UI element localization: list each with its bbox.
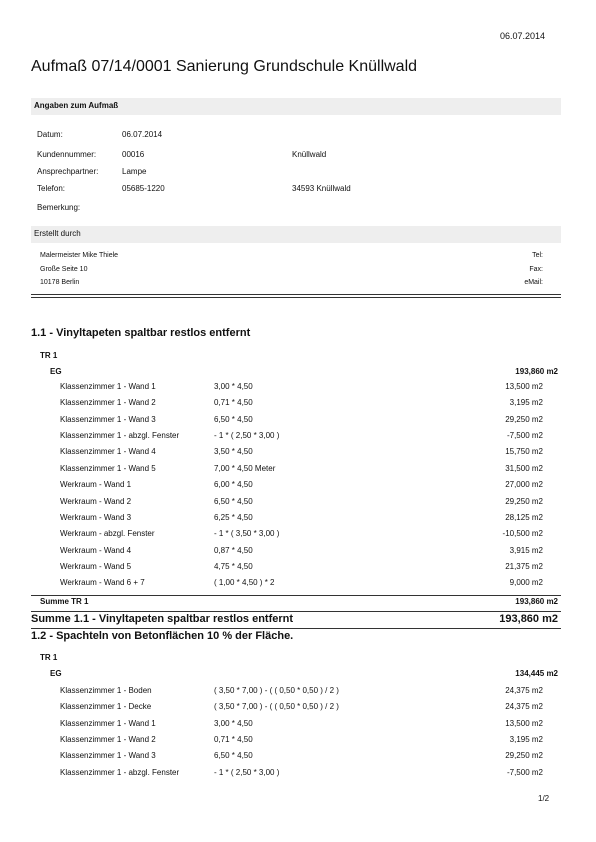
- item-result: 29,250 m2: [505, 414, 543, 424]
- item-formula: ( 1,00 * 4,50 ) * 2: [214, 578, 275, 588]
- item-formula: - 1 * ( 2,50 * 3,00 ): [214, 431, 280, 441]
- item-formula: 0,71 * 4,50: [214, 398, 253, 408]
- item-name: Klassenzimmer 1 - abzgl. Fenster: [60, 431, 180, 441]
- section-angaben: [31, 98, 561, 115]
- item-formula: 3,00 * 4,50: [214, 718, 253, 728]
- item-result: 3,915 m2: [509, 545, 543, 555]
- item-name: Klassenzimmer 1 - abzgl. Fenster: [60, 767, 180, 777]
- item-name: Werkraum - Wand 2: [60, 496, 132, 506]
- item-formula: 0,87 * 4,50: [214, 545, 253, 555]
- datum-label: Datum:: [37, 130, 63, 139]
- divider-top: [31, 294, 561, 295]
- item-result: 15,750 m2: [505, 447, 543, 457]
- item-name: Werkraum - Wand 4: [60, 545, 132, 555]
- item-name: Werkraum - Wand 5: [60, 561, 132, 571]
- item-formula: 3,50 * 4,50: [214, 447, 253, 457]
- item-result: 27,000 m2: [505, 480, 543, 490]
- divider-bottom: [31, 297, 561, 298]
- item-formula: 7,00 * 4,50 Meter: [214, 463, 276, 473]
- kundennummer-label: Kundennummer:: [37, 150, 97, 159]
- item-result: 29,250 m2: [505, 751, 543, 761]
- section-erstellt: [31, 226, 561, 243]
- item-result: 24,375 m2: [505, 702, 543, 712]
- tr-label: TR 1: [40, 351, 58, 360]
- item-result: 3,195 m2: [509, 735, 543, 744]
- item-name: Klassenzimmer 1 - Wand 2: [60, 398, 156, 408]
- erstellt-name: Malermeister Mike Thiele: [40, 252, 119, 259]
- item-formula: 6,00 * 4,50: [214, 480, 253, 490]
- sum-tr-value: 193,860 m2: [515, 597, 558, 606]
- item-result: 13,500 m2: [505, 382, 543, 391]
- ansprechpartner-label: Ansprechpartner:: [37, 167, 99, 176]
- item-name: Werkraum - abzgl. Fenster: [60, 529, 155, 539]
- item-formula: 6,50 * 4,50: [214, 751, 253, 761]
- item-formula: ( 3,50 * 7,00 ) - ( ( 0,50 * 0,50 ) / 2 ): [214, 686, 339, 695]
- item-formula: 0,71 * 4,50: [214, 735, 253, 744]
- erstellt-tel-label: Tel:: [532, 252, 543, 259]
- position-title: 1.2 - Spachteln von Betonflächen 10 % der Fläche.: [31, 630, 294, 642]
- position-title: 1.1 - Vinyltapeten spaltbar restlos entfernt: [31, 327, 251, 339]
- item-formula: - 1 * ( 3,50 * 3,00 ): [214, 529, 280, 539]
- item-result: 9,000 m2: [509, 578, 543, 588]
- item-result: -7,500 m2: [506, 767, 543, 777]
- item-result: -10,500 m2: [502, 529, 543, 539]
- datum-value: 06.07.2014: [122, 130, 163, 139]
- item-name: Klassenzimmer 1 - Decke: [60, 702, 152, 712]
- erstellt-email-label: eMail:: [524, 279, 543, 286]
- item-result: 29,250 m2: [505, 496, 543, 506]
- sum-pos-label: Summe 1.1 - Vinyltapeten spaltbar restlos entfernt: [31, 613, 294, 625]
- sum-pos-value: 193,860 m2: [499, 613, 558, 625]
- floor-label: EG: [50, 367, 62, 376]
- telefon-label: Telefon:: [37, 184, 66, 193]
- erstellt-street: Große Seite 10: [40, 266, 88, 273]
- item-name: Werkraum - Wand 1: [60, 480, 132, 490]
- item-name: Klassenzimmer 1 - Wand 1: [60, 718, 156, 728]
- item-name: Klassenzimmer 1 - Boden: [60, 686, 152, 695]
- item-formula: 4,75 * 4,50: [214, 561, 253, 571]
- item-name: Klassenzimmer 1 - Wand 3: [60, 751, 156, 761]
- sum-tr-divider: [31, 595, 561, 596]
- floor-total: 134,445 m2: [515, 669, 558, 678]
- item-formula: 3,00 * 4,50: [214, 382, 253, 391]
- document-title: Aufmaß 07/14/0001 Sanierung Grundschule Knüllwald: [31, 58, 418, 75]
- floor-total: 193,860 m2: [515, 367, 558, 376]
- item-formula: 6,50 * 4,50: [214, 414, 253, 424]
- item-result: 28,125 m2: [505, 512, 543, 522]
- item-formula: 6,25 * 4,50: [214, 512, 253, 522]
- telefon-value: 05685-1220: [122, 184, 165, 193]
- sum-pos-divider: [31, 611, 561, 612]
- kundennummer-value: 00016: [122, 150, 145, 159]
- page-number: 1/2: [538, 794, 550, 803]
- erstellt-city: 10178 Berlin: [40, 279, 80, 286]
- section-angaben-label: Angaben zum Aufmaß: [34, 101, 119, 110]
- kunden-plz-ort: 34593 Knüllwald: [292, 184, 351, 193]
- item-formula: - 1 * ( 2,50 * 3,00 ): [214, 767, 280, 777]
- floor-label: EG: [50, 669, 62, 678]
- sum-tr-label: Summe TR 1: [40, 597, 89, 606]
- item-result: 3,195 m2: [509, 398, 543, 408]
- item-name: Klassenzimmer 1 - Wand 4: [60, 447, 156, 457]
- kunden-ort: Knüllwald: [292, 150, 327, 159]
- sum-pos-bottom-divider: [31, 628, 561, 629]
- item-name: Klassenzimmer 1 - Wand 1: [60, 382, 156, 391]
- item-result: -7,500 m2: [506, 431, 543, 441]
- section-erstellt-label: Erstellt durch: [34, 229, 81, 238]
- item-result: 21,375 m2: [505, 561, 543, 571]
- bemerkung-label: Bemerkung:: [37, 203, 81, 212]
- item-result: 24,375 m2: [505, 686, 543, 695]
- item-name: Werkraum - Wand 3: [60, 512, 132, 522]
- item-result: 13,500 m2: [505, 718, 543, 728]
- item-formula: ( 3,50 * 7,00 ) - ( ( 0,50 * 0,50 ) / 2 ): [214, 702, 339, 712]
- item-result: 31,500 m2: [505, 463, 543, 473]
- erstellt-fax-label: Fax:: [529, 266, 543, 273]
- item-name: Werkraum - Wand 6 + 7: [60, 578, 145, 588]
- tr-label: TR 1: [40, 653, 58, 662]
- item-name: Klassenzimmer 1 - Wand 2: [60, 735, 156, 744]
- document-date: 06.07.2014: [500, 31, 546, 41]
- item-name: Klassenzimmer 1 - Wand 3: [60, 414, 156, 424]
- item-name: Klassenzimmer 1 - Wand 5: [60, 463, 156, 473]
- ansprechpartner-value: Lampe: [122, 167, 147, 176]
- item-formula: 6,50 * 4,50: [214, 496, 253, 506]
